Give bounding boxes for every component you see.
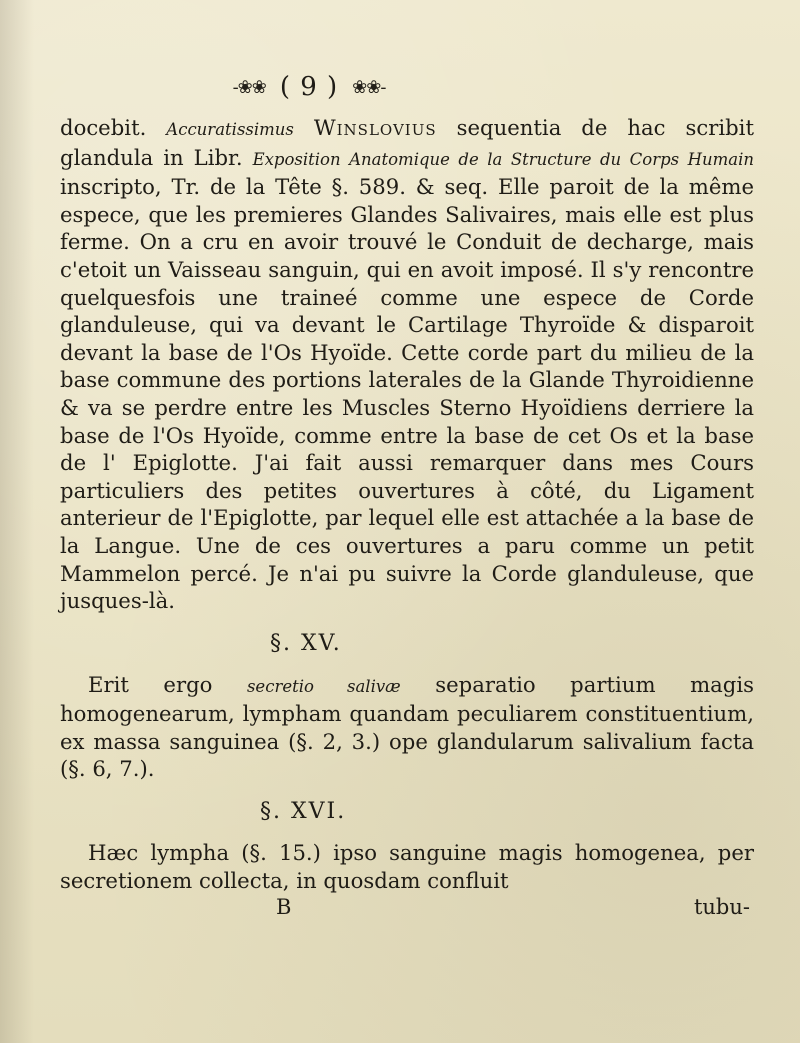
italic-text: secretio salivæ [246,676,401,696]
italic-text: Accuratissimus [166,120,294,139]
ornament-right: ❀❀- [352,76,386,98]
ornament-left: -❀❀ [232,76,266,98]
text-fragment: docebit. [60,115,167,140]
running-head [94,72,524,102]
text-fragment: separatio partium magis homogenearum, lympham quandam peculiarem constituentium, ex massa sanguinea (§. 2, 3.) ope glandularum salivalium facta (§. 6, 7.). [60,671,755,782]
text-fragment: sequentia de hac scribit glandula in Libr. [60,115,754,170]
catchword: tubu- [693,895,750,920]
signature-line [60,894,754,921]
signature-mark: B [276,895,292,920]
paragraph-secretio [60,671,754,783]
section-heading-xvi: §. XVI. [260,799,347,825]
book-title: Exposition Anatomique de la Structure du Corps Humain [252,149,755,169]
section-heading-xv: §. XV. [270,630,342,656]
paragraph-lympha: Hæc lympha (§. 15.) ipso sanguine magis homogenea, per secretionem collecta, in quosdam confluit [60,840,754,893]
text-fragment [294,115,314,140]
page-content [60,72,754,921]
author-name: Winslovius [313,115,437,140]
text-fragment: inscripto, Tr. de la Tête §. 589. & seq. Elle paroit de la même espece, que les premieres Glandes Salivaires, mais elle est plus ferme. On a cru en avoir trouvé le Conduit de decharge, mais c'etoit un Vaisseau sanguin, qui en avoit imposé. Il s'y rencontre quelquesfois une traineé comme une espece de Corde glanduleuse, qui va devant le Cartilage Thyroïde & disparoit devant la base de l'Os Hyoïde. Cette corde part du milieu de la base commune des portions laterales de la Glande Thyroidienne & va se perdre entre les Muscles Sterno Hyoïdiens derriere la base de l'Os Hyoïde, comme entre la base de cet Os et la base de l' Epiglotte. J'ai fait aussi remarquer dans mes Cours particuliers des petites ouvertures à côté, du Ligament anterieur de l'Epiglotte, par lequel elle est attachée a la base de la Langue. Une de ces ouvertures a paru comme un petit Mammelon percé. Je n'ai pu suivre la Corde glanduleuse, que jusques-là. [60,174,754,614]
paragraph-winslow [60,114,754,615]
text-fragment: Erit ergo [88,671,247,697]
spine-shadow [0,0,34,1043]
page-number: ( 9 ) [279,72,339,102]
